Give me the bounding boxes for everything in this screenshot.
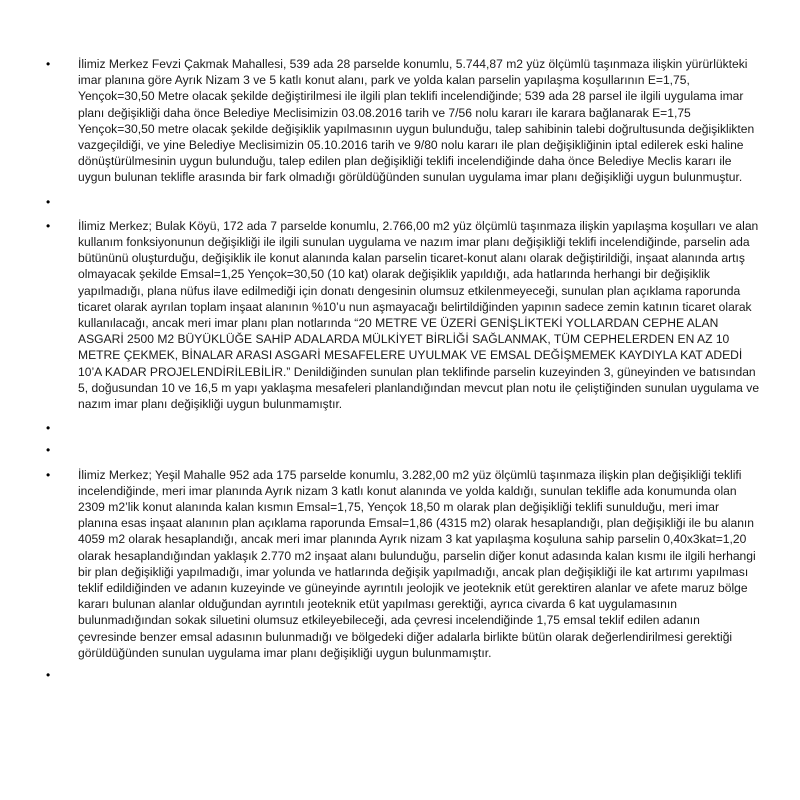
bullet-icon: •	[46, 467, 51, 482]
list-item-empty	[0, 667, 800, 683]
bullet-icon: •	[46, 194, 51, 209]
bullet-icon: •	[46, 57, 51, 71]
list-item	[0, 467, 800, 661]
list-item-empty	[0, 194, 800, 210]
list-item-text: İlimiz Merkez; Yeşil Mahalle 952 ada 175 parselde konumlu, 3.282,00 m2 yüz ölçümlü taşınmaza ilişkin plan değişikliği teklifi incelendiğinde, meri imar planında Ayrık nizam 3 katlı konut alanında ve yolda kaldığı, sunulan teklifle ada konumunda olan 2309 m2’lik konut alanında kalan kısmın Emsal=1,75, Yençok 18,50 m olarak plan değişikliği teklifi sunulduğu, meri imar planına esas inşaat alanının plan açıklama raporunda Emsal=1,86 (4315 m2) olarak hesaplandığı, plan değişikliği ile bu alanın 4059 m2 olarak hesaplandığı, ancak meri imar planında Ayrık nizam 3 kat yapılaşma koşuluna sahip parselin 0,40x3kat=1,20 olarak hesaplandığından yaklaşık 2.770 m2 inşaat alanı bulunduğu, parselin diğer konut adasında kalan kısmı ile ilgili herhangi bir plan değişikliği yapılmadığı, imar yolunda ve hatlarında değişik yapılmadığı, ancak plan değişikliği ile kat artırımı yapılması teklif edildiğinden ve adanın kuzeyinde ve güneyinde ayrıntılı jeolojik ve jeoteknik etüt gerektiren alanlar ve afete maruz bölge kararı bulunan alanlar olduğundan ayrıntılı jeoteknik etüt yapılması gerektiği, ayrıca civarda 6 kat uygulamasının bulunmadığından sokak siluetini olumsuz etkileyebileceği, ada çevresi incelendiğinde 1,75 emsal teklif edilen adanın çevresinde benzer emsal adasının bulunmadığı ve bölgedeki diğer adalarla birlikte bütün olarak değerlendirilmesi gerektiği görüldüğünden sunulan uygulama imar planı değişikliği uygun bulunmamıştır.	[78, 467, 756, 660]
bullet-icon: •	[46, 668, 51, 683]
document-body	[0, 56, 800, 683]
list-item	[0, 218, 800, 412]
list-item-text: İlimiz Merkez; Bulak Köyü, 172 ada 7 parselde konumlu, 2.766,00 m2 yüz ölçümlü taşınmaza ilişkin yapılaşma koşulları ve alan kullanım fonksiyonunun değişikliği ile ilgili sunulan uygulama ve nazım imar planı değişikliği teklifi incelendiğinde, parselin ada bütününü oluşturduğu, değişiklik ile konut alanında kalan parselin ticaret-konut alanı olarak değiştirildiği, inşaat alanında artış olmayacak şekilde Emsal=1,25 Yençok=30,50 (10 kat) olarak değişiklik yapıldığı, ada hatlarında herhangi bir değişiklik yapılmadığı, plana nüfus ilave edilmediği için donatı dengesinin olumsuz etkilenmeyeceği, sunulan plan açıklama raporunda ticaret olarak ayrılan toplam inşaat alanının %10’u nun aşmayacağı belirtildiğinden yapının sadece zemin katının ticaret olarak kullanılacağı, ancak meri imar planı plan notlarında “20 METRE VE ÜZERİ GENİŞLİKTEKİ YOLLARDAN CEPHE ALAN ASGARİ 2500 M2 BÜYÜKLÜĞE SAHİP ADALARDA MÜLKİYET BİRLİĞİ SAĞLANMAK, TÜM CEPHELERDEN EN AZ 10 METRE ÇEKMEK, BİNALAR ARASI ASGARİ MESAFELERE UYULMAK VE EMSAL DEĞİŞMEMEK KAYDIYLA KAT ADEDİ 10’A KADAR PROJELENDİRİLEBİLİR.” Denildiğinden sunulan plan teklifinde parselin kuzeyinden 3, güneyinden ve batısından 5, doğusundan 10 ve 16,5 m yapı yaklaşma mesafeleri planlandığından mevcut plan notu ile çeliştiğinden sunulan uygulama ve nazım imar planı değişikliği uygun bulunmamıştır.	[78, 218, 760, 412]
list-item-empty	[0, 442, 800, 458]
list-item	[0, 56, 800, 186]
bullet-icon: •	[46, 218, 51, 233]
list-item-empty	[0, 420, 800, 436]
list-item-text: İlimiz Merkez Fevzi Çakmak Mahallesi, 539 ada 28 parselde konumlu, 5.744,87 m2 yüz ölçümlü taşınmaza ilişkin yürürlükteki imar planına göre Ayrık Nizam 3 ve 5 katlı konut alanı, park ve yolda kalan parselin yapılaşma koşullarının E=1,75, Yençok=30,50 Metre olacak şekilde değiştirilmesi ile ilgili plan teklifi incelendiğinde; 539 ada 28 parsel ile ilgili uygulama imar planı değişikliği daha önce Belediye Meclisimizin 03.08.2016 tarih ve 7/56 nolu kararı ile karara bağlanarak E=1,75 Yençok=30,50 metre olacak şekilde değişiklik yapılmasının uygun bulunduğu, talep sahibinin talebi doğrultusunda değişiklikten vazgeçildiği, ve yine Belediye Meclisimizin 05.10.2016 tarih ve 9/80 nolu kararı ile plan değişikliğinin iptal edilerek eski haline dönüştürülmesinin uygun bulunduğu, talep edilen plan değişikliği teklifi incelendiğinde daha önce Belediye Meclis kararı ile uygun bulunan teklifle arasında bir fark olmadığı görüldüğünden sunulan uygulama imar planı değişikliği uygun bulunmuştur.	[78, 57, 755, 185]
bullet-icon: •	[46, 421, 51, 436]
bullet-icon: •	[46, 443, 51, 458]
